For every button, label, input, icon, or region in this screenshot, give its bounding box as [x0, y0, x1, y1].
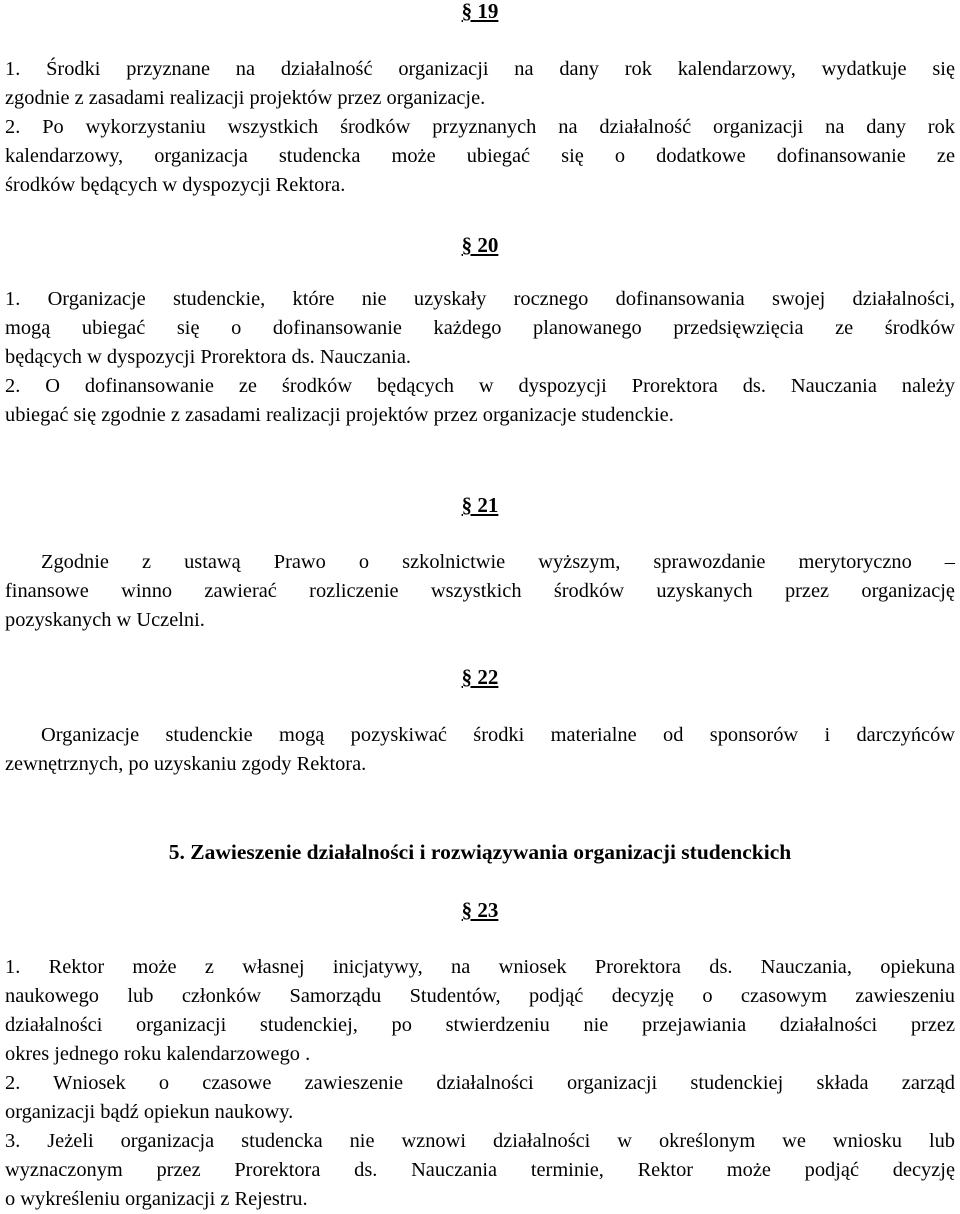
section-heading-19	[0, 0, 960, 25]
s23-item2-line2: organizacji bądź opiekun naukowy.	[5, 1101, 294, 1123]
section-19-body	[5, 55, 955, 200]
section-20-body	[5, 285, 955, 430]
section-heading-22	[0, 663, 960, 691]
s23-item2-line1: 2. Wniosek o czasowe zawieszenie działalności organizacji studenckiej składa zarząd	[5, 1072, 955, 1094]
s20-item2-line2: ubiegać się zgodnie z zasadami realizacji projektów przez organizacje studenckie.	[5, 404, 674, 426]
s19-item1-line2: zgodnie z zasadami realizacji projektów przez organizacje.	[5, 87, 486, 109]
section-21-body	[5, 548, 955, 635]
s19-item2-line1: 2. Po wykorzystaniu wszystkich środków przyznanych na działalność organizacji na dany rok	[5, 116, 955, 138]
section-sign-21: § 21	[461, 493, 499, 517]
s20-item1-line1: 1. Organizacje studenckie, które nie uzyskały rocznego dofinansowania swojej działalności,	[5, 288, 955, 310]
section-sign-22: § 22	[461, 665, 499, 689]
section-heading-21	[0, 491, 960, 519]
section-heading-20	[0, 231, 960, 259]
s20-item1-line3: będących w dyspozycji Prorektora ds. Nauczania.	[5, 346, 411, 368]
section-heading-23	[0, 896, 960, 924]
section-22-body	[5, 721, 955, 779]
s19-item1-line1: 1. Środki przyznane na działalność organizacji na dany rok kalendarzowy, wydatkuje się	[5, 58, 955, 80]
section-sign-20: § 20	[461, 233, 499, 257]
s23-item3-line1: 3. Jeżeli organizacja studencka nie wznowi działalności w określonym we wniosku lub	[5, 1130, 955, 1152]
s21-line3: pozyskanych w Uczelni.	[5, 609, 205, 631]
section-23-body	[5, 953, 955, 1214]
s20-item2-line1: 2. O dofinansowanie ze środków będących w dyspozycji Prorektora ds. Nauczania należy	[5, 375, 955, 397]
s22-line1: Organizacje studenckie mogą pozyskiwać środki materialne od sponsorów i darczyńców	[41, 724, 955, 746]
s20-item1-line2: mogą ubiegać się o dofinansowanie każdego planowanego przedsięwzięcia ze środków	[5, 317, 955, 339]
chapter-5-heading: 5. Zawieszenie działalności i rozwiązywania organizacji studenckich	[168, 840, 792, 864]
s23-item3-line3: o wykreśleniu organizacji z Rejestru.	[5, 1188, 308, 1210]
section-sign-19: § 19	[461, 0, 499, 23]
section-sign-23: § 23	[461, 898, 499, 922]
s23-item1-line4: okres jednego roku kalendarzowego .	[5, 1043, 311, 1065]
s19-item2-line3: środków będących w dyspozycji Rektora.	[5, 174, 346, 196]
s23-item1-line2: naukowego lub członków Samorządu Studentów, podjąć decyzję o czasowym zawieszeniu	[5, 985, 955, 1007]
s19-item2-line2: kalendarzowy, organizacja studencka może ubiegać się o dodatkowe dofinansowanie ze	[5, 145, 955, 167]
s21-line2: finansowe winno zawierać rozliczenie wszystkich środków uzyskanych przez organizację	[5, 580, 955, 602]
s23-item1-line3: działalności organizacji studenckiej, po stwierdzeniu nie przejawiania działalności przez	[5, 1014, 955, 1036]
s23-item1-line1: 1. Rektor może z własnej inicjatywy, na wniosek Prorektora ds. Nauczania, opiekuna	[5, 956, 955, 978]
s22-line2: zewnętrznych, po uzyskaniu zgody Rektora.	[5, 753, 367, 775]
s23-item3-line2: wyznaczonym przez Prorektora ds. Nauczania terminie, Rektor może podjąć decyzję	[5, 1159, 955, 1181]
s21-line1: Zgodnie z ustawą Prawo o szkolnictwie wyższym, sprawozdanie merytoryczno –	[41, 551, 955, 573]
